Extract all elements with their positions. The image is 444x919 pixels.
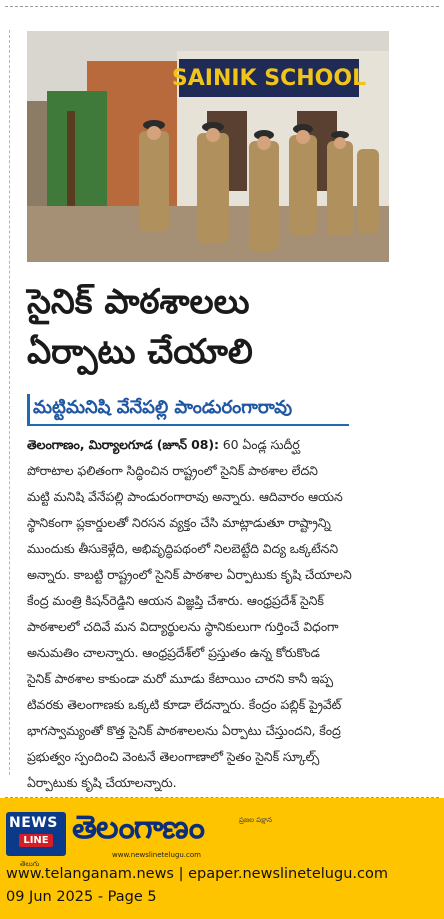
- body-line-1-text: 60 ఏండ్ల సుదీర్ఘ: [222, 437, 300, 452]
- column-dashed-border: [9, 30, 10, 775]
- school-sign-text: SAINIK SCHOOL: [171, 66, 367, 91]
- dateline: తెలంగాణం, మిర్యాలగూడ (జూన్ 08):: [27, 437, 219, 452]
- article-subheadline: [27, 394, 349, 426]
- subheadline-text: మట్టిమనిషి వేనేపల్లి పాండురంగారావు: [33, 397, 293, 418]
- body-line-13: ప్రభుత్వం స్పందించి వెంటనే తెలంగాణాలో సైతం సైనిక్ స్కూల్స్: [27, 749, 320, 764]
- logo-line-text: LINE: [19, 834, 53, 847]
- top-dashed-border: [5, 6, 439, 7]
- body-line-8: పాఠశాలలో చదివే మన విద్యార్థులను స్థానికులుగా గుర్తించే విధంగా: [27, 619, 339, 634]
- body-line-4: స్థానికంగా ప్లకార్డులతో నిరసన వ్యక్తం చేసి మాట్లాడుతూ రాష్ట్రాన్ని: [27, 515, 331, 530]
- footer-url-line: www.telanganam.news | epaper.newslinetelugu.com: [6, 866, 388, 882]
- body-line-2: పోరాటాల ఫలితంగా సిద్ధించిన రాష్ట్రంలో సైనిక్ పాఠశాల లేదని: [27, 463, 318, 478]
- body-line-9: అనుమతిం చాలన్నారు. ఆంధ్రప్రదేశ్‌లో ప్రస్తుతం ఉన్న కోరుకొండ: [27, 645, 320, 660]
- body-line-12: భాగస్వామ్యంతో కొత్త సైనిక్ పాఠశాలలను ఏర్పాటు చేస్తుందని, కేంద్ర: [27, 723, 341, 738]
- sainik-school-photo: [27, 31, 389, 262]
- body-line-3: మట్టి మనిషి వేనేపల్లి పాండురంగారావు అన్నారు. ఆదివారం ఆయన: [27, 489, 343, 504]
- body-line-11: టివరకు తెలంగాణకు ఒక్కటి కూడా లేదన్నారు. కేంద్రం పబ్లిక్ ప్రైవేట్: [27, 697, 342, 712]
- article-photo: [27, 31, 389, 262]
- logo-website: www.newslinetelugu.com: [112, 851, 201, 859]
- newsline-logo: [6, 812, 66, 856]
- headline-line-2: ఏర్పాటు చేయాలి: [27, 332, 253, 372]
- article-headline: [27, 277, 407, 377]
- body-line-7: కేంద్ర మంత్రి కిషన్‌రెడ్డిని ఆయన విజ్ఞప్తి చేశారు. ఆంధ్రప్రదేశ్ సైనిక్: [27, 593, 324, 608]
- footer-date-line: 09 Jun 2025 - Page 5: [6, 889, 157, 905]
- article-body: [27, 432, 413, 796]
- body-line-6: అన్నారు. కాబట్టి రాష్ట్రంలో సైనిక్ పాఠశాల ఏర్పాటుకు కృషి చేయాలని: [27, 567, 352, 582]
- logo-tagline: ప్రజల పక్షాన: [239, 816, 273, 824]
- telanganam-logo-text: తెలంగాణం: [72, 808, 204, 846]
- logo-small-text: తెలుగు: [20, 860, 40, 868]
- headline-line-1: సైనిక్ పాఠశాలలు: [27, 282, 250, 322]
- body-line-10: సైనిక్ పాఠశాల కాకుండా మరో మూడు కేటాయిం చారని కానీ ఇప్ప: [27, 671, 333, 686]
- body-line-14: ఏర్పాటుకు కృషి చేయాలన్నారు.: [27, 775, 177, 790]
- body-line-5: ముందుకు తీసుకెళ్లేది, అభివృద్ధిపథంలో నిలబెట్టేది విద్య ఒక్కటేనని: [27, 541, 339, 556]
- body-line-1: [27, 432, 413, 458]
- epaper-footer: [0, 798, 444, 919]
- logo-news-text: NEWS: [9, 815, 58, 831]
